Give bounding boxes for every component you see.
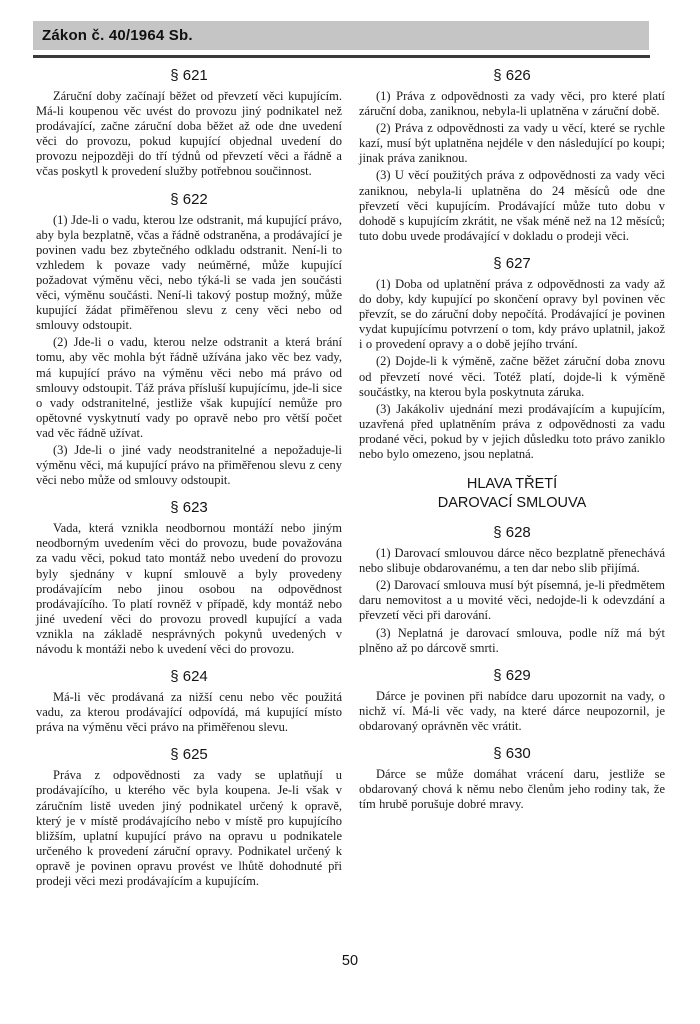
chapter-name: DAROVACÍ SMLOUVA	[437, 495, 587, 512]
paragraph: (3) Neplatná je darovací smlouva, podle níž má být plněno až po dárcově smrti.	[359, 625, 665, 655]
section-629	[359, 667, 665, 734]
paragraph: Má-li věc prodávaná za nižší cenu nebo věc použitá vadu, za kterou prodávající odpovídá, má kupující místo práva na výměnu věci právo na přiměřenou slevu.	[36, 690, 342, 735]
right-column	[359, 64, 665, 891]
section-title: § 627	[493, 254, 531, 272]
chapter-heading	[359, 475, 665, 513]
chapter-number: HLAVA TŘETÍ	[466, 476, 558, 493]
section-621	[36, 67, 342, 180]
running-header-bar	[33, 21, 649, 50]
paragraph: (3) Jakákoliv ujednání mezi prodávajícím a kupujícím, uzavřená před uplatněním práva z odpovědnosti za vadu prodané věci, pokud by v jejich důsledku toto právo zaniklo nebo bylo omezeno, jsou neplatná.	[359, 401, 665, 461]
section-622	[36, 191, 342, 489]
paragraph: (1) Práva z odpovědnosti za vady věci, pro které platí záruční doba, zaniknou, nebyla-li uplatněna v záruční době.	[359, 89, 665, 119]
paragraph: Dárce je povinen při nabídce daru upozornit na vady, o nichž ví. Má-li věc vady, na které dárce neupozornil, je obdarovaný oprávněn věc vrátit.	[359, 688, 665, 733]
section-title: § 623	[170, 499, 208, 517]
header-divider	[33, 55, 650, 58]
section-title: § 621	[170, 67, 208, 84]
section-626	[359, 67, 665, 244]
paragraph: (2) Dojde-li k výměně, začne běžet záruční doba znovu od převzetí nové věci. Totéž platí, dojde-li k výměně součástky, na kterou byla poskytnuta záruka.	[359, 354, 665, 399]
section-title: § 625	[170, 746, 208, 764]
section-title: § 629	[493, 666, 531, 684]
section-title: § 630	[493, 745, 531, 762]
section-624	[36, 668, 342, 735]
section-title: § 628	[493, 524, 531, 542]
paragraph: (2) Jde-li o vadu, kterou nelze odstranit a která brání tomu, aby věc mohla být řádně užívána jako věc bez vady, má kupující právo na výměnu věci nebo má právo od smlouvy odstoupit. Táž práva přísluší kupujícímu, jde-li sice o vady odstranitelné, jestliže však kupující nemůže pro opětovné vyskytnutí vady po opravě nebo pro větší počet vad věc řádně užívat.	[36, 335, 342, 440]
section-title: § 622	[170, 190, 208, 208]
paragraph: Záruční doby začínají běžet od převzetí věci kupujícím. Má-li koupenou věc uvést do provozu jiný podnikatel než prodávající, začne záruční doba běžet až ode dne uvedení věci do provozu, pokud kupující objednal uvedení do provozu nejpozději do tří týdnů od převzetí věci a řádně a včas poskytl k provedení služby potřebnou součinnost.	[36, 89, 342, 179]
section-627	[359, 255, 665, 462]
page-number: 50	[341, 953, 359, 969]
paragraph: (1) Doba od uplatnění práva z odpovědnosti za vady až do doby, kdy kupující po skončení opravy byl povinen věc převzít, se do záruční doby nepočítá. Prodávající je povinen vydat kupujícímu potvrzení o tom, kdy právo uplatnil, jakož i o provedení opravy a o době jejího trvání.	[359, 276, 665, 352]
left-column	[36, 64, 342, 891]
section-623	[36, 499, 342, 657]
paragraph: (3) Jde-li o jiné vady neodstranitelné a nepožaduje-li výměnu věci, má kupující právo na přiměřenou slevu z ceny věci nebo může od smlouvy odstoupit.	[36, 442, 342, 488]
section-628	[359, 524, 665, 656]
paragraph: (2) Darovací smlouva musí být písemná, je-li předmětem daru nemovitost a u movité věci, nedojde-li k odevzdání a převzetí věci při darování.	[359, 578, 665, 623]
paragraph: Dárce se může domáhat vrácení daru, jestliže se obdarovaný chová k němu nebo členům jeho rodiny tak, že tím hrubě porušuje dobré mravy.	[359, 767, 665, 812]
section-625	[36, 746, 342, 889]
section-title: § 626	[493, 67, 531, 84]
paragraph: (1) Darovací smlouvou dárce něco bezplatně přenechává nebo slibuje obdarovanému, a ten dar nebo slib přijímá.	[359, 546, 665, 576]
paragraph: Práva z odpovědnosti za vady se uplatňují u prodávajícího, u kterého věc byla koupena. Je-li však v záručním listě uveden jiný podnikatel určený k opravě, který je v místě prodávajícího nebo v místě pro kupujícího bližším, uplatní kupující právo na opravu u podnikatele určeného k provedení záruční opravy. Podnikatel určený k opravě je povinen opravu provést ve lhůtě dohodnuté při prodeji věci mezi prodávajícím a kupujícím.	[36, 768, 342, 889]
paragraph: (3) U věcí použitých práva z odpovědnosti za vady věci zaniknou, nebyla-li uplatněna do 24 měsíců ode dne převzetí věci kupujícím. Prodávající může tuto dobu v dohodě s kupujícím zkrátit, ne však méně než na 12 měsíců; tuto dobu uvede prodávající v dokladu o prodeji věci.	[359, 168, 665, 243]
two-column-body	[36, 64, 666, 891]
paragraph: (1) Jde-li o vadu, kterou lze odstranit, má kupující právo, aby byla bezplatně, včas a řádně odstraněna, a prodávající je povinen vadu bez zbytečného odkladu odstranit. Není-li to vzhledem k povaze vady neúměrné, může kupující požadovat výměnu věci, nebo týká-li se vada jen součásti věci, výměnu součásti. Není-li takový postup možný, může kupující žádat přiměřenou slevu z ceny věci nebo od smlouvy odstoupit.	[36, 212, 342, 333]
law-title: Zákon č. 40/1964 Sb.	[42, 27, 193, 44]
section-title: § 624	[170, 668, 208, 686]
paragraph: Vada, která vznikla neodbornou montáží nebo jiným neodborným uvedením věci do provozu, bude považována za vadu věci, pokud tato montáž nebo uvedení do provozu byly sjednány v kupní smlouvě a byly provedeny prodávajícím nebo jinou osobou na odpovědnost prodávajícího. To platí rovněž v případě, kdy montáž nebo jiné uvedení věci do provozu provedl kupující a vada vznikla na základě nesprávných pokynů uvedených v návodu k montáži nebo k uvedení věci do provozu.	[36, 521, 342, 656]
section-630	[359, 745, 665, 812]
paragraph: (2) Práva z odpovědnosti za vady u věcí, které se rychle kazí, musí být uplatněna nejdéle v den následující po koupi; jinak práva zaniknou.	[359, 121, 665, 166]
